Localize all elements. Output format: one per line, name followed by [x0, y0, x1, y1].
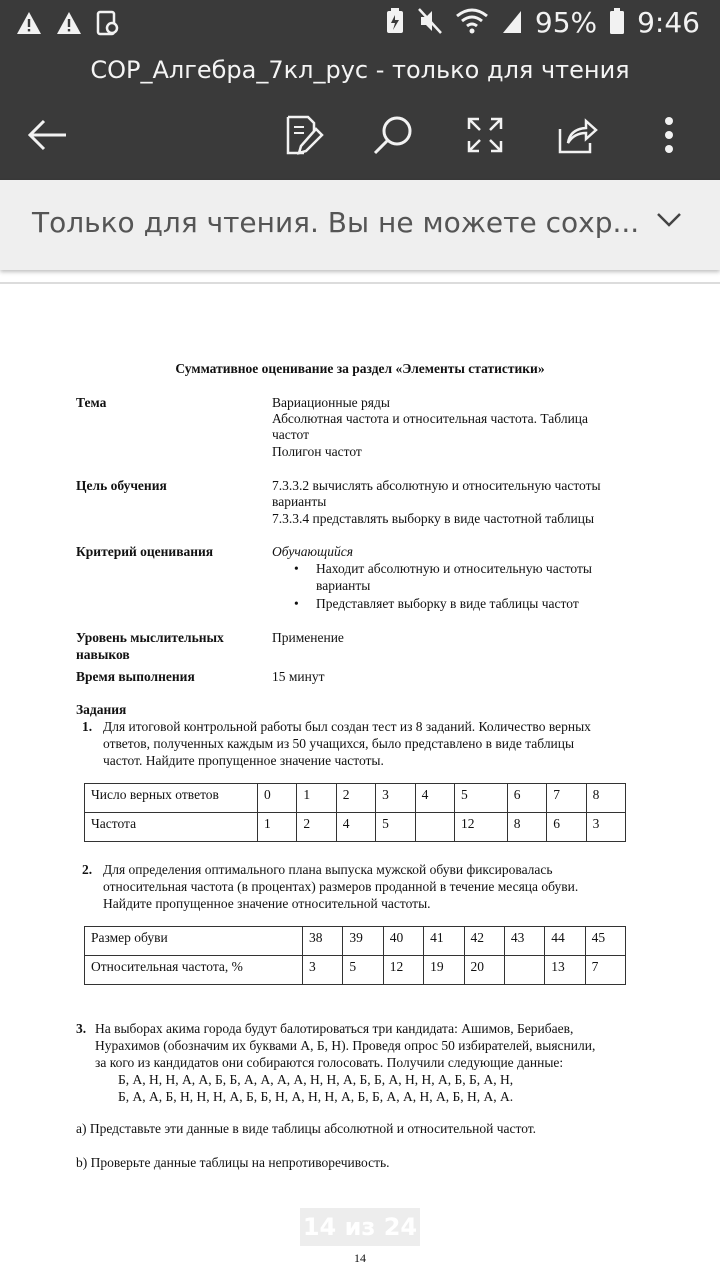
table-cell: 3	[303, 956, 343, 985]
criteria-bullet-line: Представляет выборку в виде таблицы частот	[316, 596, 579, 611]
table-cell: 0	[258, 784, 297, 813]
more-icon[interactable]	[644, 110, 694, 160]
goal-line: 7.3.3.2 вычислять абсолютную и относительную частоты	[272, 478, 601, 493]
status-bar	[0, 0, 720, 50]
task-text-line: ответов, полученных каждым из 50 учащихся, было представлено в виде таблицы	[103, 736, 575, 751]
tema-label: Тема	[76, 395, 107, 410]
signal-icon	[501, 7, 523, 39]
table-cell: 1	[258, 813, 297, 842]
back-arrow-icon[interactable]	[22, 110, 72, 160]
level-label: навыков	[76, 647, 130, 662]
table-cell: 7	[547, 784, 586, 813]
document-page	[0, 284, 720, 1280]
app-icon	[96, 10, 120, 40]
table-row	[85, 927, 626, 956]
table-cell: 41	[424, 927, 464, 956]
clock: 9:46	[637, 6, 700, 39]
table-cell: 6	[547, 813, 586, 842]
app-bar	[0, 50, 720, 180]
time-value: 15 минут	[272, 669, 325, 684]
table-cell: Относительная частота, %	[85, 956, 303, 985]
table-cell: 13	[545, 956, 585, 985]
table-cell: 20	[464, 956, 504, 985]
level-value: Применение	[272, 630, 344, 645]
task-text-line: относительная частота (в процентах) размеров проданной в течение месяца обуви.	[103, 879, 579, 894]
battery-saver-icon	[385, 7, 405, 39]
task-data-line: Б, А, Н, Н, А, А, Б, Б, А, А, А, А, Н, Н, А, Б, Б, А, Н, Н, А, Б, Б, А, Н,	[118, 1072, 514, 1087]
warning-icon	[16, 11, 42, 39]
read-only-banner[interactable]	[0, 180, 720, 270]
tema-line: Абсолютная частота и относительная частота. Таблица	[272, 411, 589, 426]
time-label: Время выполнения	[76, 669, 195, 684]
task-number: 1.	[82, 719, 93, 734]
table-cell: 8	[586, 784, 625, 813]
table-row	[85, 784, 626, 813]
table-cell: 5	[454, 784, 507, 813]
table-cell: 44	[545, 927, 585, 956]
goal-line: варианты	[272, 494, 327, 509]
table-cell: Число верных ответов	[85, 784, 258, 813]
criteria-intro: Обучающийся	[272, 544, 354, 559]
bullet: •	[294, 561, 299, 576]
task-text-line: Найдите пропущенное значение относительной частоты.	[103, 896, 431, 911]
table-cell: 19	[424, 956, 464, 985]
task-text-line: На выборах акима города будут балотироваться три кандидата: Ашимов, Берибаев,	[95, 1021, 574, 1036]
share-icon[interactable]	[552, 110, 602, 160]
tema-line: частот	[272, 427, 309, 442]
wifi-icon	[455, 7, 489, 39]
table-cell: 3	[586, 813, 625, 842]
battery-percent: 95%	[534, 6, 598, 39]
table-cell: 45	[585, 927, 625, 956]
table-cell: 40	[383, 927, 423, 956]
fullscreen-icon[interactable]	[460, 110, 510, 160]
task-text-line: Нурахимов (обозначим их буквами А, Б, Н). Проведя опрос 50 избирателей, выяснили,	[95, 1038, 596, 1053]
task-part-b: b) Проверьте данные таблицы на непротиворечивость.	[76, 1155, 390, 1170]
table-cell: 1	[297, 784, 336, 813]
table-cell: 39	[343, 927, 383, 956]
banner-message: Только для чтения. Вы не можете сохр...	[32, 206, 640, 239]
tasks-heading: Задания	[76, 702, 127, 717]
table-cell: 6	[507, 784, 546, 813]
table-cell: 4	[415, 784, 454, 813]
table-row	[85, 813, 626, 842]
table-cell: 8	[507, 813, 546, 842]
task-number: 2.	[82, 862, 93, 877]
warning-icon	[56, 11, 82, 39]
task-number: 3.	[76, 1021, 87, 1036]
table-cell: 2	[297, 813, 336, 842]
table-cell: 2	[336, 784, 375, 813]
task-data-line: Б, А, А, Б, Н, Н, Н, А, Б, Б, Н, А, Н, Н, А, Б, Б, А, А, Н, А, Б, Н, А, А.	[118, 1089, 514, 1104]
task-text-line: Для определения оптимального плана выпуска мужской обуви фиксировалась	[103, 862, 553, 877]
task-text-line: за кого из кандидатов они собираются голосовать. Получили следующие данные:	[95, 1055, 564, 1070]
table-cell: 5	[376, 813, 415, 842]
criteria-bullet-line: варианты	[316, 578, 371, 593]
chevron-down-icon[interactable]	[656, 212, 682, 232]
task-text-line: частот. Найдите пропущенное значение частоты.	[103, 753, 384, 768]
table-cell: 43	[504, 927, 544, 956]
table-cell: 38	[303, 927, 343, 956]
level-label: Уровень мыслительных	[76, 630, 224, 645]
search-icon[interactable]	[368, 110, 418, 160]
page-indicator: 14 из 24	[300, 1208, 420, 1246]
table-cell: 3	[376, 784, 415, 813]
criteria-bullet-line: Находит абсолютную и относительную частоты	[316, 561, 592, 576]
task-part-a: a) Представьте эти данные в виде таблицы абсолютной и относительной частот.	[76, 1121, 537, 1136]
table-row	[85, 956, 626, 985]
battery-icon	[609, 7, 625, 39]
document-title: СОР_Алгебра_7кл_рус - только для чтения	[90, 56, 630, 84]
goal-label: Цель обучения	[76, 478, 167, 493]
page-number: 14	[354, 1251, 366, 1265]
table-cell	[504, 956, 544, 985]
task1-table	[84, 783, 626, 842]
table-cell: 5	[343, 956, 383, 985]
edit-icon[interactable]	[278, 110, 328, 160]
table-cell: 12	[383, 956, 423, 985]
document-heading: Суммативное оценивание за раздел «Элементы статистики»	[175, 361, 545, 376]
table-cell: Частота	[85, 813, 258, 842]
table-cell: Размер обуви	[85, 927, 303, 956]
task-text-line: Для итоговой контрольной работы был создан тест из 8 заданий. Количество верных	[103, 719, 591, 734]
table-cell: 12	[454, 813, 507, 842]
table-cell	[415, 813, 454, 842]
criteria-label: Критерий оценивания	[76, 544, 214, 559]
task2-table	[84, 926, 626, 985]
bullet: •	[294, 596, 299, 611]
tema-line: Полигон частот	[272, 444, 362, 459]
mute-icon	[417, 7, 443, 39]
goal-line: 7.3.3.4 представлять выборку в виде частотной таблицы	[272, 511, 595, 526]
table-cell: 7	[585, 956, 625, 985]
table-cell: 42	[464, 927, 504, 956]
table-cell: 4	[336, 813, 375, 842]
tema-line: Вариационные ряды	[272, 395, 390, 410]
